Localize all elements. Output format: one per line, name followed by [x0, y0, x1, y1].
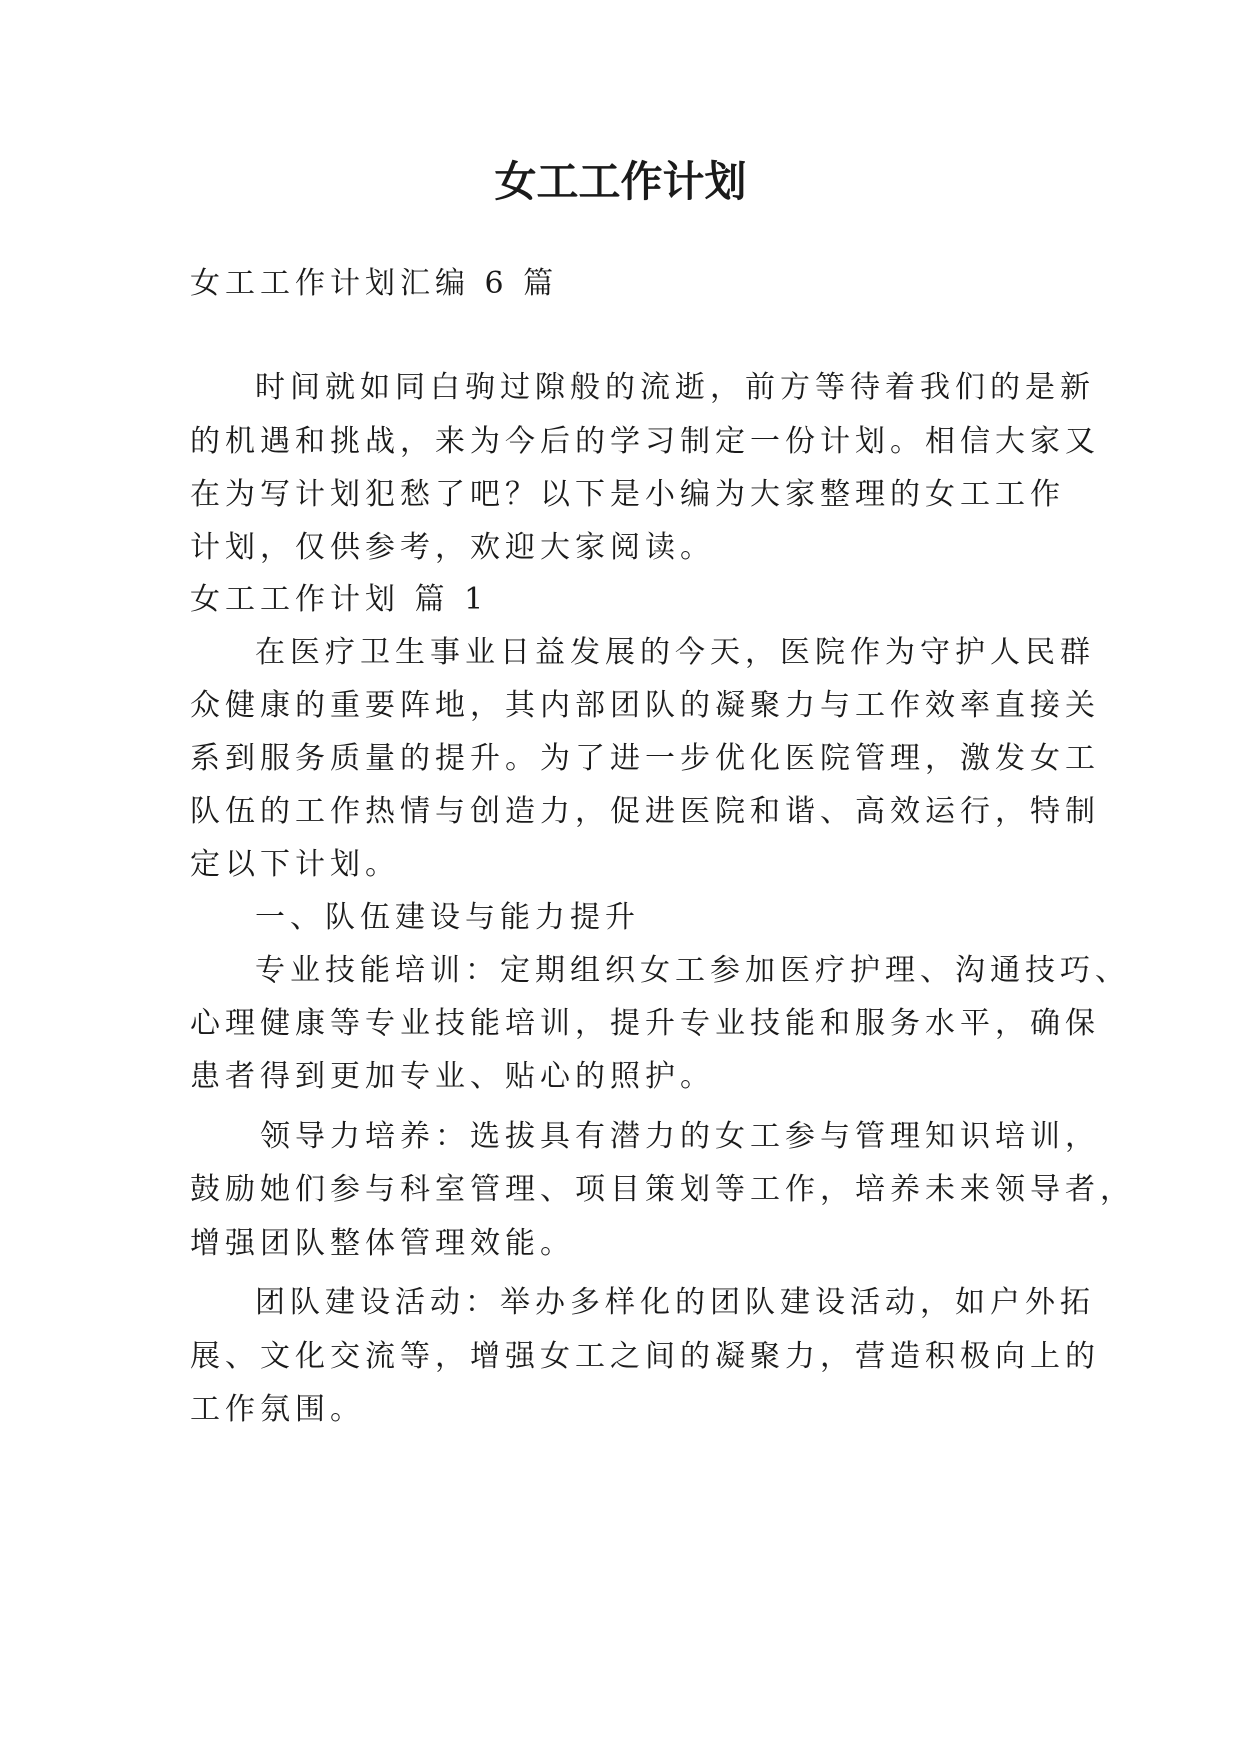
paragraph-line: 定以下计划。	[190, 847, 400, 882]
intro-line-3: 在为写计划犯愁了吧？以下是小编为大家整理的女工工作	[190, 477, 1065, 512]
paragraph-line: 增强团队整体管理效能。	[190, 1226, 575, 1261]
paragraph-line: 患者得到更加专业、贴心的照护。	[190, 1059, 715, 1094]
document-subtitle: 女工工作计划汇编 6 篇	[190, 266, 559, 301]
intro-line-4: 计划，仅供参考，欢迎大家阅读。	[190, 530, 715, 565]
paragraph-line: 众健康的重要阵地，其内部团队的凝聚力与工作效率直接关	[190, 688, 1100, 723]
paragraph-line: 在医疗卫生事业日益发展的今天，医院作为守护人民群	[255, 635, 1095, 670]
document-title: 女工工作计划	[494, 157, 747, 206]
paragraph-line: 工作氛围。	[190, 1392, 365, 1427]
subsection-heading: 一、队伍建设与能力提升	[255, 900, 640, 935]
paragraph-line: 展、文化交流等，增强女工之间的凝聚力，营造积极向上的	[190, 1339, 1100, 1374]
paragraph-line: 团队建设活动：举办多样化的团队建设活动，如户外拓	[255, 1285, 1095, 1320]
paragraph-line: 系到服务质量的提升。为了进一步优化医院管理，激发女工	[190, 741, 1100, 776]
paragraph-line: 鼓励她们参与科室管理、项目策划等工作，培养未来领导者，	[190, 1172, 1135, 1207]
paragraph-line: 队伍的工作热情与创造力，促进医院和谐、高效运行，特制	[190, 794, 1100, 829]
paragraph-line: 心理健康等专业技能培训，提升专业技能和服务水平，确保	[190, 1006, 1100, 1041]
intro-line-1: 时间就如同白驹过隙般的流逝，前方等待着我们的是新	[255, 370, 1095, 405]
paragraph-line: 领导力培养：选拔具有潜力的女工参与管理知识培训，	[260, 1119, 1100, 1154]
paragraph-line: 专业技能培训：定期组织女工参加医疗护理、沟通技巧、	[255, 953, 1130, 988]
section-heading: 女工工作计划 篇 1	[190, 582, 489, 617]
intro-line-2: 的机遇和挑战，来为今后的学习制定一份计划。相信大家又	[190, 424, 1100, 459]
